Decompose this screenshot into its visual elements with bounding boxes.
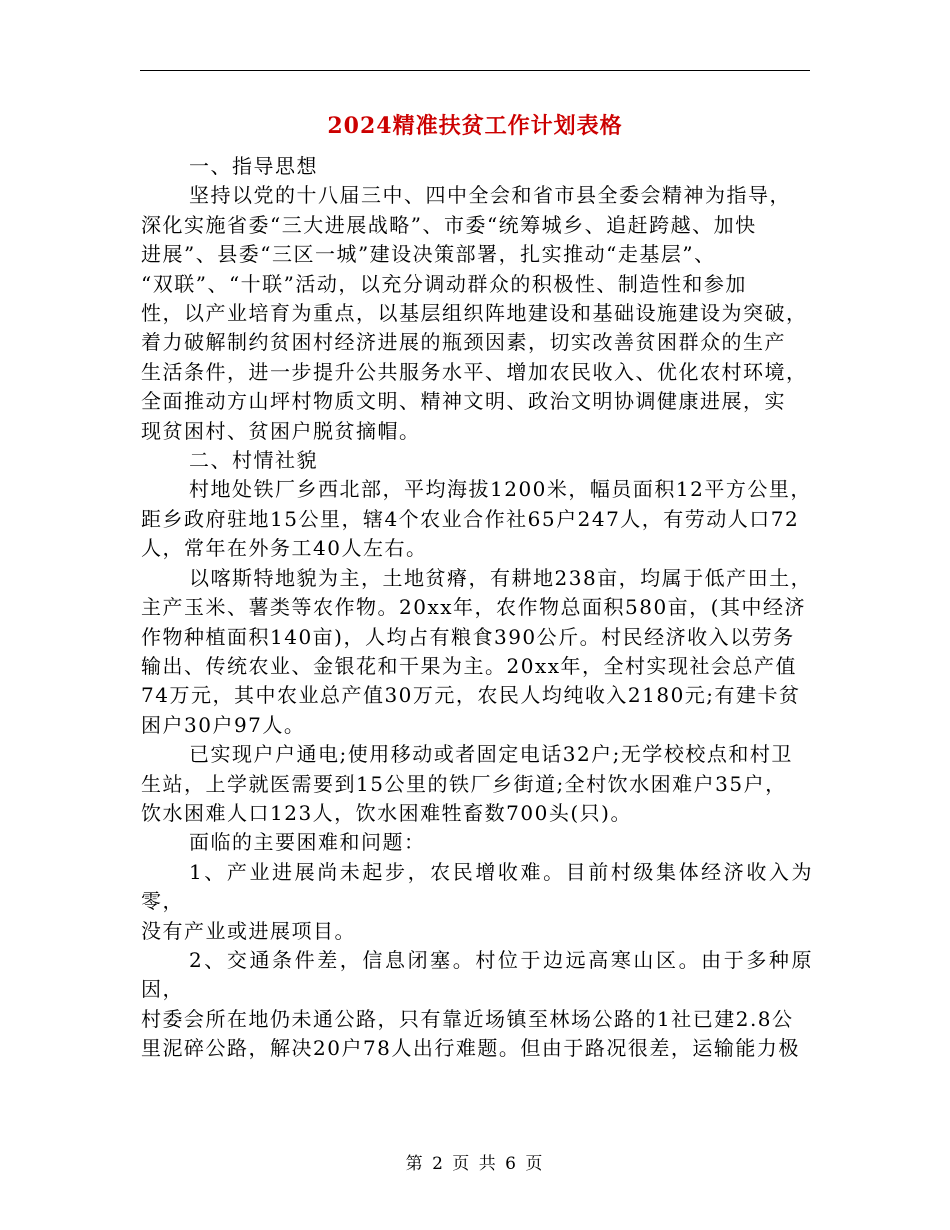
body-line: 深化实施省委“三大进展战略”、市委“统筹城乡、追赶跨越、加快 bbox=[141, 212, 757, 237]
body-line: 面临的主要困难和问题： bbox=[189, 830, 426, 855]
body-line: 里泥碎公路，解决20户78人出行难题。但由于路况很差，运输能力极 bbox=[141, 1036, 800, 1061]
body-line: 主产玉米、薯类等农作物。20xx年，农作物总面积580亩，(其中经济 bbox=[141, 595, 806, 620]
body-line: 现贫困村、贫困户脱贫摘帽。 bbox=[141, 418, 421, 443]
body-line: 着力破解制约贫困村经济进展的瓶颈因素，切实改善贫困群众的生产 bbox=[141, 330, 786, 355]
header-rule bbox=[140, 70, 810, 71]
body-line: 作物种植面积140亩)，人均占有粮食390公斤。村民经济收入以劳务 bbox=[141, 624, 795, 649]
body-line: 输出、传统农业、金银花和干果为主。20xx年，全村实现社会总产值 bbox=[141, 653, 798, 678]
body-line: 74万元，其中农业总产值30万元，农民人均纯收入2180元;有建卡贫 bbox=[141, 683, 801, 708]
body-line: 二、村情社貌 bbox=[189, 448, 318, 473]
body-line: 一、指导思想 bbox=[189, 154, 318, 178]
body-line: 距乡政府驻地15公里，辖4个农业合作社65户247人，有劳动人口72 bbox=[141, 506, 800, 531]
body-line: “双联”、“十联”活动，以充分调动群众的积极性、制造性和参加 bbox=[141, 271, 747, 296]
page-number: 第 2 页 共 6 页 bbox=[405, 1154, 545, 1174]
body-line: 全面推动方山坪村物质文明、精神文明、政治文明协调健康进展，实 bbox=[141, 389, 786, 414]
body-line: 村委会所在地仍未通公路，只有靠近场镇至林场公路的1社已建2.8公 bbox=[141, 1006, 794, 1031]
document-title: 2024精准扶贫工作计划表格 bbox=[327, 113, 623, 139]
body-line: 进展”、县委“三区一城”建设决策部署，扎实推动“走基层”、 bbox=[141, 242, 716, 267]
body-line: 没有产业或进展项目。 bbox=[141, 918, 356, 943]
body-line: 生站，上学就医需要到15公里的铁厂乡街道;全村饮水困难户35户， bbox=[141, 771, 787, 796]
body-line: 村地处铁厂乡西北部，平均海拔1200米，幅员面积12平方公里， bbox=[189, 477, 812, 502]
body-line: 困户30户97人。 bbox=[141, 712, 306, 737]
document-body bbox=[141, 152, 813, 1064]
body-line: 坚持以党的十八届三中、四中全会和省市县全委会精神为指导， bbox=[189, 183, 791, 208]
body-line: 人，常年在外务工40人左右。 bbox=[141, 536, 428, 561]
body-line: 2、交通条件差，信息闭塞。村位于边远高寒山区。由于多种原因， bbox=[141, 947, 813, 1002]
body-line: 性，以产业培育为重点，以基层组织阵地建设和基础设施建设为突破， bbox=[141, 301, 808, 326]
body-line: 已实现户户通电;使用移动或者固定电话32户;无学校校点和村卫 bbox=[189, 742, 793, 767]
body-line: 生活条件，进一步提升公共服务水平、增加农民收入、优化农村环境， bbox=[141, 359, 808, 384]
body-line: 以喀斯特地貌为主，土地贫瘠，有耕地238亩，均属于低产田土， bbox=[189, 565, 813, 590]
body-line: 饮水困难人口123人，饮水困难牲畜数700头(只)。 bbox=[141, 800, 632, 825]
body-line: 1、产业进展尚未起步，农民增收难。目前村级集体经济收入为零， bbox=[141, 859, 813, 914]
